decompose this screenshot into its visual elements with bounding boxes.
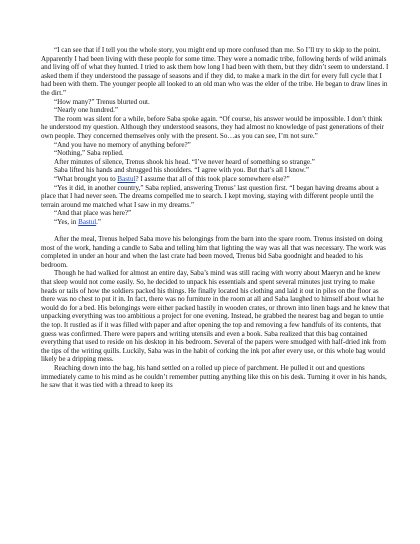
paragraph: “And that place was here?” [54,209,132,218]
paragraph [41,175,390,184]
paragraph: “Nothing,” Saba replied. [54,149,124,158]
paragraph: “Nearly one hundred.” [54,106,118,115]
paragraph: Saba lifted his hands and shrugged his shoulders. “I agree with you. But that’s all I know.” [54,166,309,175]
paragraph [41,218,390,227]
paragraph-text: “What brought you to [54,174,118,183]
paragraph: After minutes of silence, Trenus shook his head. “I’ve never heard of something so strange.” [54,157,315,166]
paragraph: Reaching down into the bag, his hand settled on a rolled up piece of parchment. He pulled it out and questions immediately came to his mind as he couldn’t remember putting anything like this on his desk. Turning it over in his hands, he saw that it was tied with a thread to keep its [41,363,387,390]
paragraph-text: ? I assume that all of this took place somewhere else?” [135,174,290,183]
paragraph: “Yes it did, in another country,” Saba replied, answering Trenus’ last question first. “I began having dreams about a place that I had never seen. The dreams compelled me to search. I kept moving, staying with different people until the terrain around me matched what I saw in my dreams.” [41,183,379,209]
paragraph-text: .” [96,217,102,226]
paragraph: The room was silent for a while, before Saba spoke again. “Of course, his answer would be impossible. I don’t think he understood my question. Although they understood seasons, they had almost no knowledge of past generations of their own people. They concerned themselves only with the present. So…as you can see, I’m not sure.” [41,114,385,140]
paragraph: After the meal, Trenus helped Saba move his belongings from the barn into the spare room. Trenus insisted on doing most of the work, handing a candle to Saba and telling him that lighting the way was all that was necessary. The work was completed in under an hour and when the last crate had been moved, Trenus bid Saba goodnight and headed to his bedroom. [41,235,386,269]
paragraph: “How many?” Trenus blurted out. [54,97,150,106]
section-break [41,226,390,235]
paragraph: “I can see that if I tell you the whole story, you might end up more confused than me. So I’ll try to skip to the point. Apparently I had been living with these people for some time. They were a nomadic tribe, following herds of wild animals and living off of what they hunted. I tried to ask them how long I had been with them, but they didn’t seem to understand. I asked them if they understood the passage of seasons and if they did, to make a mark in the dirt for every full cycle that I had been with them. The younger people all looked to an old man who was the elder of the tribe. He began to draw lines in the dirt.” [41,46,389,97]
paragraph: “And you have no memory of anything before?” [54,140,191,149]
bastul-link[interactable]: Bastul [78,217,97,226]
paragraph-text: “Yes, in [54,217,79,226]
bastul-link[interactable]: Bastul [117,174,136,183]
paragraph: Though he had walked for almost an entire day, Saba’s mind was still racing with worry about Maeryn and he knew that sleep would not come easily. So, he decided to unpack his essentials and spent several minutes just trying to make heads or tails of how the soldiers packed his things. He finally located his clothing and laid it out in piles on the floor as there was no chest to put it in. In fact, there was no furniture in the room at all and Saba laughed to himself about what he would do for a bed. His belongings were either packed hastily in wooden crates, or thrown into linen bags and he knew that unpacking everything was too ambitious a project for one evening. Instead, he grabbed the nearest bag and began to untie the top. It rustled as if it was filled with paper and after opening the top and removing a few handfuls of its contents, that guess was confirmed. There were papers and writing utensils and even a book. Saba realized that this bag contained everything that used to reside on his desktop in his bedroom. Several of the papers were smudged with half-dried ink from the tips of the writing quills. Luckily, Saba was in the habit of corking the ink pot after every use, or this whole bag would likely be a dripping mess. [41,269,390,364]
